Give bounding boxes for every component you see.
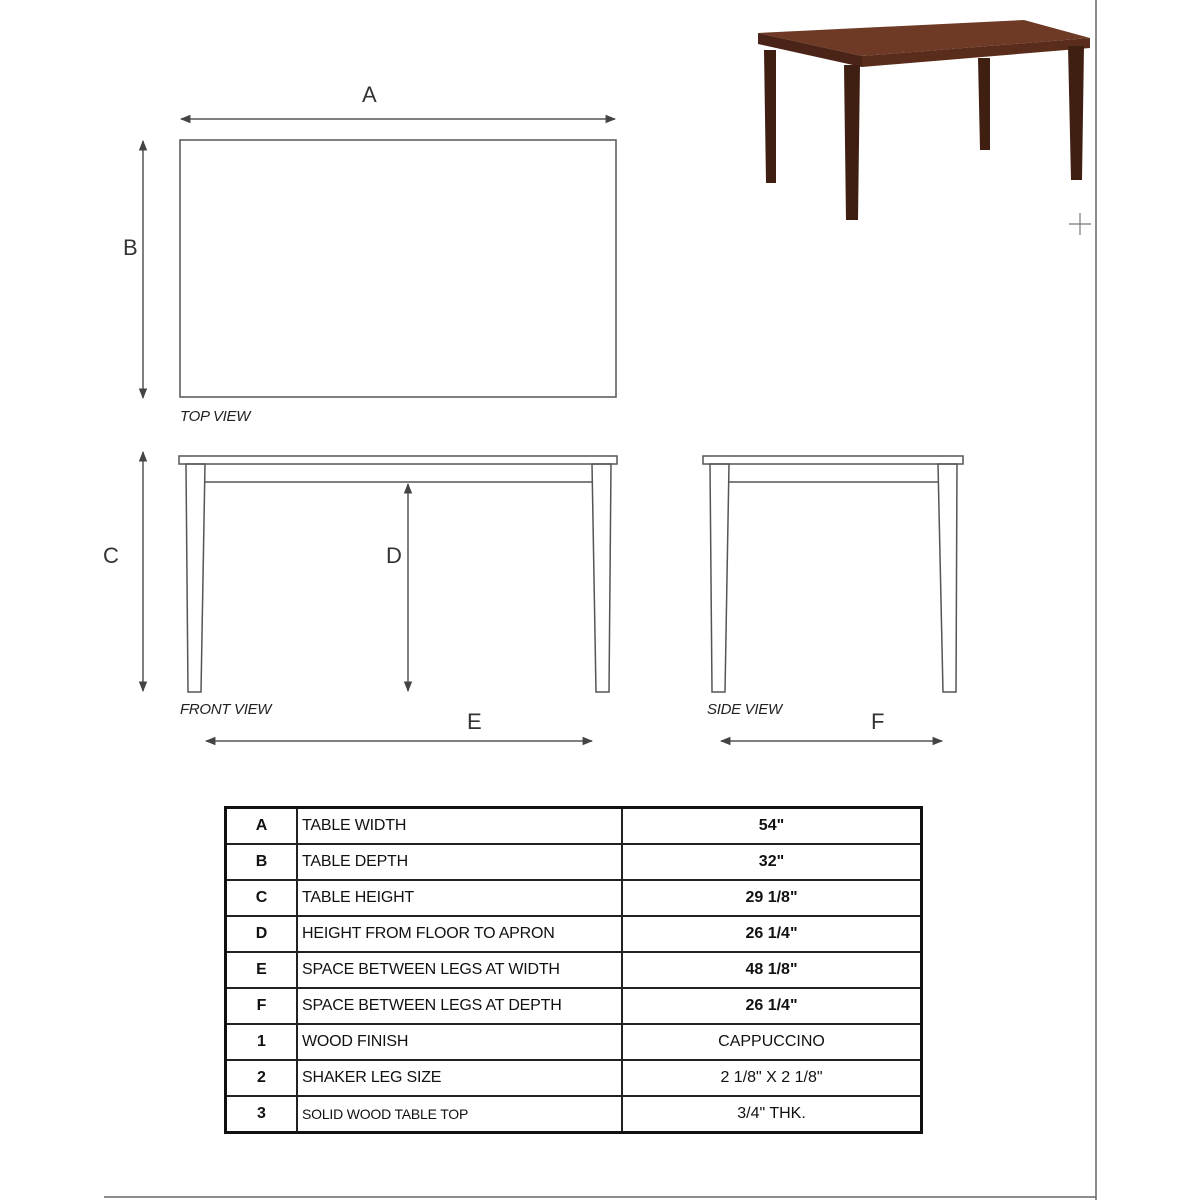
table-row bbox=[226, 952, 922, 988]
table-row bbox=[226, 808, 922, 845]
spec-key: 3 bbox=[226, 1096, 298, 1133]
front-view bbox=[143, 452, 617, 741]
dimension-label-f: F bbox=[871, 709, 885, 734]
table-row bbox=[226, 1096, 922, 1133]
spec-value: 26 1/4" bbox=[622, 916, 922, 952]
top-view bbox=[143, 119, 616, 398]
dimension-label-d: D bbox=[386, 543, 402, 568]
spec-key: 1 bbox=[226, 1024, 298, 1060]
spec-key: 2 bbox=[226, 1060, 298, 1096]
spec-description: SPACE BETWEEN LEGS AT WIDTH bbox=[297, 952, 622, 988]
spec-description: TABLE WIDTH bbox=[297, 808, 622, 845]
table-illustration-front-right-leg bbox=[1068, 46, 1084, 180]
spec-description: SOLID WOOD TABLE TOP bbox=[297, 1096, 622, 1133]
table-row bbox=[226, 916, 922, 952]
table-row bbox=[226, 844, 922, 880]
dimension-label-c: C bbox=[103, 543, 119, 568]
spec-description: SHAKER LEG SIZE bbox=[297, 1060, 622, 1096]
spec-key: B bbox=[226, 844, 298, 880]
spec-value: 32" bbox=[622, 844, 922, 880]
spec-description: TABLE DEPTH bbox=[297, 844, 622, 880]
side-view-right-leg bbox=[938, 464, 957, 692]
spec-description: SPACE BETWEEN LEGS AT DEPTH bbox=[297, 988, 622, 1024]
spec-description: WOOD FINISH bbox=[297, 1024, 622, 1060]
top-view-label: TOP VIEW bbox=[180, 408, 251, 425]
table-illustration-front-left-leg bbox=[844, 65, 860, 220]
dimension-label-b: B bbox=[123, 235, 138, 260]
spec-value: 2 1/8" X 2 1/8" bbox=[622, 1060, 922, 1096]
spec-value: 26 1/4" bbox=[622, 988, 922, 1024]
side-view bbox=[703, 456, 963, 741]
dimension-label-e: E bbox=[467, 709, 482, 734]
front-view-left-leg bbox=[186, 464, 205, 692]
spec-description: HEIGHT FROM FLOOR TO APRON bbox=[297, 916, 622, 952]
spec-value: 3/4" THK. bbox=[622, 1096, 922, 1133]
table-row bbox=[226, 1024, 922, 1060]
table-illustration-back-right-leg bbox=[978, 58, 990, 150]
spec-value: 29 1/8" bbox=[622, 880, 922, 916]
spec-value: 48 1/8" bbox=[622, 952, 922, 988]
side-view-tabletop bbox=[703, 456, 963, 464]
spec-key: A bbox=[226, 808, 298, 845]
front-view-tabletop bbox=[179, 456, 617, 464]
table-row bbox=[226, 1060, 922, 1096]
spec-key: C bbox=[226, 880, 298, 916]
front-view-right-leg bbox=[592, 464, 611, 692]
spec-key: E bbox=[226, 952, 298, 988]
table-row bbox=[226, 880, 922, 916]
spec-description: TABLE HEIGHT bbox=[297, 880, 622, 916]
spec-value: CAPPUCCINO bbox=[622, 1024, 922, 1060]
table-illustration-back-left-leg bbox=[764, 50, 776, 183]
spec-value: 54" bbox=[622, 808, 922, 845]
spec-key: D bbox=[226, 916, 298, 952]
table-product-illustration bbox=[758, 20, 1090, 220]
specification-table bbox=[224, 806, 923, 1134]
side-view-label: SIDE VIEW bbox=[707, 701, 782, 718]
spec-key: F bbox=[226, 988, 298, 1024]
front-view-label: FRONT VIEW bbox=[180, 701, 272, 718]
crosshair-icon bbox=[1069, 213, 1091, 235]
top-view-outline bbox=[180, 140, 616, 397]
table-row bbox=[226, 988, 922, 1024]
side-view-left-leg bbox=[710, 464, 729, 692]
dimension-label-a: A bbox=[362, 82, 377, 107]
